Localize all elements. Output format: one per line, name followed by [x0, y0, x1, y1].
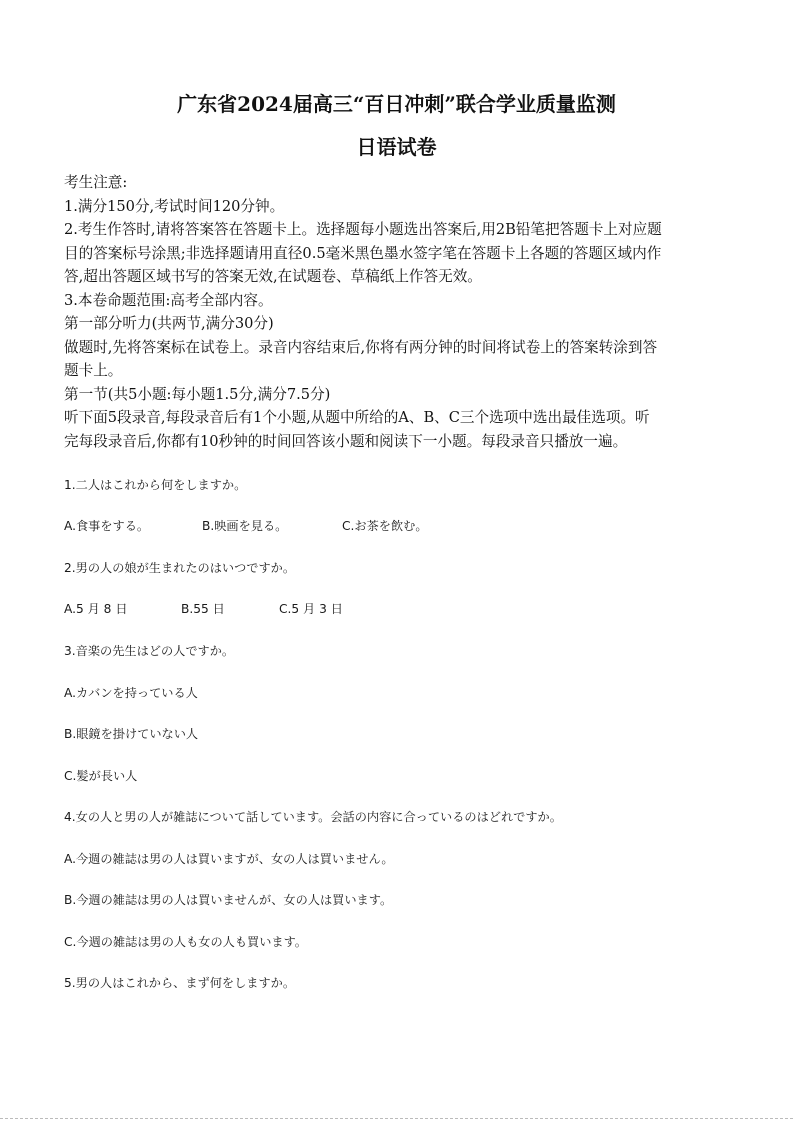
question-option: B.今週の雑誌は男の人は買いませんが、女の人は買います。 [64, 893, 393, 907]
question-stem: 2.男の人の娘が生まれたのはいつですか。 [64, 561, 296, 575]
question-option: A.今週の雑誌は男の人は買いますが、女の人は買いません。 [64, 852, 394, 866]
instruction-line: 答,超出答题区域书写的答案无效,在试题卷、草稿纸上作答无效。 [64, 268, 482, 285]
page-bottom-divider [0, 1118, 793, 1119]
instruction-line: 目的答案标号涂黑;非选择题请用直径0.5毫米黑色墨水签字笔在答题卡上各题的答题区域内作 [64, 244, 662, 262]
instruction-line: 2.考生作答时,请将答案答在答题卡上。选择题每小题选出答案后,用2B铅笔把答题卡上对应题 [64, 221, 662, 238]
question-option: C.お茶を飲む。 [342, 519, 428, 533]
exam-title: 广东省2024届高三“百日冲刺”联合学业质量监测 [177, 92, 616, 116]
instruction-line: 完每段录音后,你都有10秒钟的时间回答该小题和阅读下一小题。每段录音只播放一遍。 [64, 432, 628, 450]
question-option: A.カバンを持っている人 [64, 686, 198, 700]
section-heading: 第一部分听力(共两节,满分30分) [64, 315, 274, 332]
question-option: A.食事をする。 [64, 519, 150, 533]
instruction-heading: 考生注意: [64, 174, 128, 191]
subsection-heading: 第一节(共5小题:每小题1.5分,满分7.5分) [64, 385, 331, 403]
question-stem: 5.男の人はこれから、まず何をしますか。 [64, 976, 296, 990]
instruction-line: 题卡上。 [64, 362, 123, 379]
question-stem: 3.音楽の先生はどの人ですか。 [64, 644, 235, 658]
question-option: B.55 日 [181, 602, 225, 616]
exam-instructions [64, 171, 734, 453]
question-option: B.映画を見る。 [202, 519, 288, 533]
question-option: B.眼鏡を掛けていない人 [64, 727, 199, 741]
question-stem: 1.二人はこれから何をしますか。 [64, 478, 247, 492]
question-option: C.今週の雑誌は男の人も女の人も買います。 [64, 935, 307, 949]
instruction-line: 做题时,先将答案标在试卷上。录音内容结束后,你将有两分钟的时间将试卷上的答案转涂到答 [64, 338, 658, 356]
question-option: A.5 月 8 日 [64, 602, 128, 616]
question-option: C.5 月 3 日 [279, 602, 343, 616]
exam-subtitle: 日语试卷 [356, 135, 437, 159]
question-stem: 4.女の人と男の人が雑誌について話しています。会話の内容に合っているのはどれですか。 [64, 810, 562, 824]
instruction-line: 3.本卷命题范围:高考全部内容。 [64, 291, 273, 309]
instruction-line: 1.满分150分,考试时间120分钟。 [64, 197, 285, 215]
question-option: C.髪が長い人 [64, 769, 138, 783]
instruction-line: 听下面5段录音,每段录音后有1个小题,从题中所给的A、B、C三个选项中选出最佳选项。听 [64, 409, 650, 426]
